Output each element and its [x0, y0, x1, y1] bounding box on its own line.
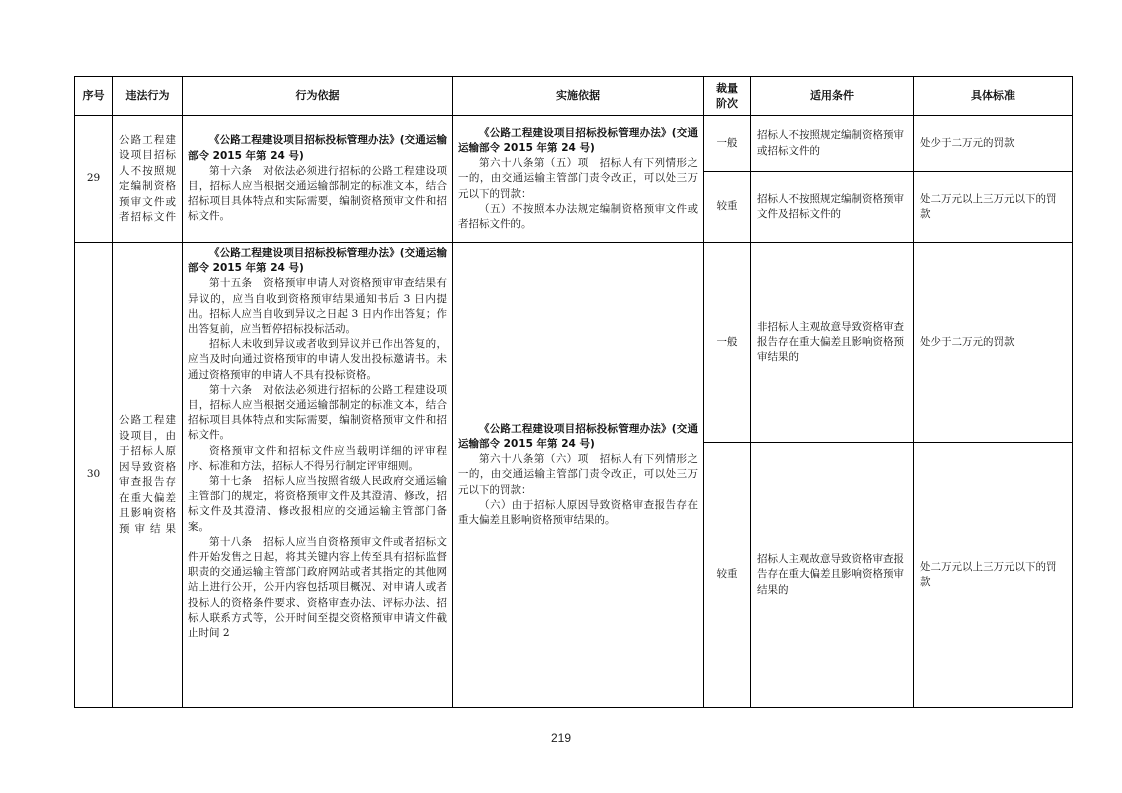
- implementation-cell: [453, 116, 704, 243]
- header-level-line2: 阶次: [716, 97, 738, 110]
- level-cell: 一般: [704, 116, 751, 172]
- page-number: 219: [550, 731, 572, 745]
- basis-paragraph: 第十六条 对依法必须进行招标的公路工程建设项目，招标人应当根据交通运输部制定的标准文本，结合招标项目具体特点和实际需要，编制资格预审文件和招标文件。: [188, 383, 447, 442]
- row-seq: 30: [75, 243, 113, 708]
- header-violation: 违法行为: [113, 77, 183, 116]
- basis-law-title: 《公路工程建设项目招标投标管理办法》(交通运输部令 2015 年第 24 号): [188, 247, 447, 275]
- basis-paragraph: 资格预审文件和招标文件应当载明详细的评审程序、标准和方法，招标人不得另行制定评审细则。: [188, 444, 447, 472]
- implementation-paragraph: （六）由于招标人原因导致资格审查报告存在重大偏差且影响资格预审结果的。: [458, 498, 698, 526]
- condition-cell: 招标人不按照规定编制资格预审文件及招标文件的: [751, 172, 914, 243]
- implementation-paragraph: （五）不按照本办法规定编制资格预审文件或者招标文件的。: [458, 202, 698, 230]
- implementation-law-title: 《公路工程建设项目招标投标管理办法》(交通运输部令 2015 年第 24 号): [458, 422, 698, 450]
- penalty-table: [74, 76, 1073, 708]
- violation-cell: 公路工程建设项目，由于招标人原因导致资格审查报告存在重大偏差且影响资格预审结果: [113, 243, 183, 708]
- standard-cell: 处二万元以上三万元以下的罚款: [914, 443, 1073, 708]
- table-row: [75, 116, 1073, 172]
- header-row: [75, 77, 1073, 116]
- basis-paragraph: 第十七条 招标人应当按照省级人民政府交通运输主管部门的规定，将资格预审文件及其澄清、修改，招标文件及其澄清、修改报相应的交通运输主管部门备案。: [188, 475, 447, 533]
- basis-paragraph: 第十六条 对依法必须进行招标的公路工程建设项目，招标人应当根据交通运输部制定的标准文本，结合招标项目具体特点和实际需要，编制资格预审文件和招标文件。: [188, 164, 447, 223]
- standard-cell: 处二万元以上三万元以下的罚款: [914, 172, 1073, 243]
- standard-cell: 处少于二万元的罚款: [914, 243, 1073, 443]
- implementation-paragraph: 第六十八条第（六）项 招标人有下列情形之一的，由交通运输主管部门责令改正，可以处三万元以下的罚款：: [458, 453, 698, 496]
- header-implementation: 实施依据: [453, 77, 704, 116]
- basis-law-title: 《公路工程建设项目招标投标管理办法》(交通运输部令 2015 年第 24 号): [188, 134, 447, 162]
- implementation-cell: [453, 243, 704, 708]
- header-condition: 适用条件: [751, 77, 914, 116]
- implementation-law-title: 《公路工程建设项目招标投标管理办法》(交通运输部令 2015 年第 24 号): [458, 126, 698, 154]
- violation-cell: 公路工程建设项目招标人不按照规定编制资格预审文件或者招标文件: [113, 116, 183, 243]
- header-seq: 序号: [75, 77, 113, 116]
- level-cell: 一般: [704, 243, 751, 443]
- row-seq: 29: [75, 116, 113, 243]
- implementation-paragraph: 第六十八条第（五）项 招标人有下列情形之一的，由交通运输主管部门责令改正，可以处三万元以下的罚款：: [458, 157, 698, 200]
- basis-cell: [183, 243, 453, 708]
- header-level: [704, 77, 751, 116]
- header-standard: 具体标准: [914, 77, 1073, 116]
- basis-paragraph: 招标人未收到异议或者收到异议并已作出答复的，应当及时向通过资格预审的申请人发出投标邀请书。未通过资格预审的申请人不具有投标资格。: [188, 338, 447, 381]
- condition-cell: 招标人不按照规定编制资格预审或招标文件的: [751, 116, 914, 172]
- table-row: [75, 243, 1073, 443]
- level-cell: 较重: [704, 443, 751, 708]
- header-basis: 行为依据: [183, 77, 453, 116]
- condition-cell: 非招标人主观故意导致资格审查报告存在重大偏差且影响资格预审结果的: [751, 243, 914, 443]
- level-cell: 较重: [704, 172, 751, 243]
- condition-cell: 招标人主观故意导致资格审查报告存在重大偏差且影响资格预审结果的: [751, 443, 914, 708]
- page: [74, 76, 1072, 708]
- basis-cell: [183, 116, 453, 243]
- basis-paragraph: 第十八条 招标人应当自资格预审文件或者招标文件开始发售之日起，将其关键内容上传至具有招标监督职责的交通运输主管部门政府网站或者其指定的其他网站上进行公开，公开内容包括项目概况、对申请人或者投标人的资格条件要求、资格审查办法、评标办法、招标人联系方式等，公开时间至提交资格预审申请文件截止时间 2: [188, 535, 447, 640]
- basis-paragraph: 第十五条 资格预审申请人对资格预审审查结果有异议的，应当自收到资格预审结果通知书后 3 日内提出。招标人应当自收到异议之日起 3 日内作出答复；作出答复前，应当暂停招标投标活动。: [188, 277, 447, 336]
- header-level-line1: 裁量: [716, 81, 738, 95]
- standard-cell: 处少于二万元的罚款: [914, 116, 1073, 172]
